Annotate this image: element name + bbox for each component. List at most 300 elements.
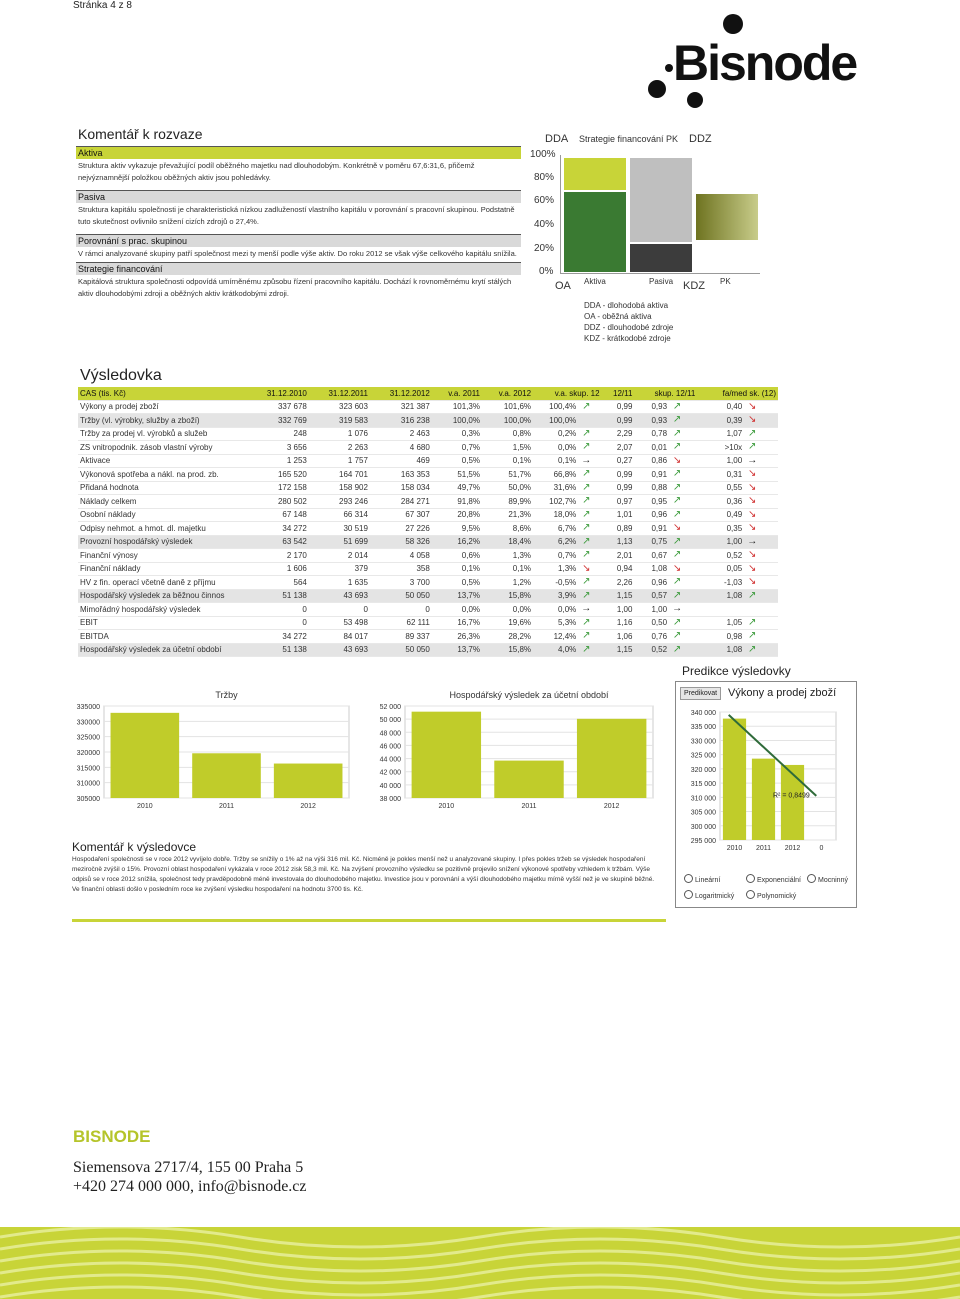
table-cell: 2 014 [309,549,370,563]
pasiva-ddz-bar [630,158,692,242]
table-cell: 27 226 [370,522,432,536]
table-cell: 0,91 [634,522,669,536]
table-cell: 3 700 [370,576,432,590]
table-cell: -0,5% [533,576,578,590]
table-cell: 0,89 [602,522,635,536]
table-cell [578,481,601,495]
table-cell: 49,7% [432,481,482,495]
table-cell: Provozní hospodářský výsledek [78,535,247,549]
table-cell: 1,07 [697,427,744,441]
table-cell: 0,96 [634,508,669,522]
table-cell [578,630,601,644]
table-cell: 1,15 [602,643,635,657]
table-cell: 5,3% [533,616,578,630]
y-tick-label: 48 000 [379,730,401,738]
table-cell: 564 [247,576,309,590]
table-cell [744,589,778,603]
table-cell: 0,27 [602,454,635,468]
table-cell [744,562,778,576]
trend-arrow-icon: ↗ [672,427,682,439]
table-cell: 16,7% [432,616,482,630]
table-cell: 0,0% [533,603,578,617]
y-tick-label: 320000 [76,750,100,757]
section-heading-strategy: Strategie financování [76,262,521,275]
table-cell [669,630,697,644]
table-cell [744,427,778,441]
table-cell: 0,05 [697,562,744,576]
table-cell [578,589,601,603]
y-tick-label: 305 000 [690,809,716,817]
prediction-title: Predikce výsledovky [682,664,791,678]
section-heading-aktiva: Aktiva [76,146,521,159]
option-log[interactable]: Logaritmický [684,890,734,900]
table-cell: 84 017 [309,630,370,644]
table-row [78,603,778,617]
table-header: v.a. skup. 12 [533,387,602,400]
table-cell: 0,76 [634,630,669,644]
table-cell: HV z fin. operací včetně daně z příjmu [78,576,247,590]
trend-arrow-icon: ↗ [582,468,591,480]
table-cell: 469 [370,454,432,468]
y-tick: 20% [534,243,555,254]
trend-arrow-icon: ↗ [672,549,682,561]
footer-address [73,1158,307,1196]
footer-pattern [0,1227,960,1299]
table-cell: 0,40 [697,400,744,414]
table-cell: 0,52 [634,643,669,657]
balance-comment [76,126,521,306]
y-tick-label: 295 000 [690,838,716,845]
trend-arrow-icon: → [672,603,683,615]
table-cell [744,549,778,563]
table-cell: 0,3% [432,427,482,441]
table-cell: 316 238 [370,414,432,428]
option-linear[interactable]: Lineární [684,874,720,884]
ddz-label: DDZ [689,133,712,145]
table-cell: 379 [309,562,370,576]
table-cell [578,643,601,657]
table-cell: 51 699 [309,535,370,549]
table-cell [697,603,744,617]
trend-arrow-icon: ↗ [672,643,682,655]
table-cell: 323 603 [309,400,370,414]
x-label-aktiva: Aktiva [584,277,606,286]
table-cell: 1,08 [634,562,669,576]
section-text-aktiva: Struktura aktiv vykazuje převažující podíl oběžného majetku nad dlouhodobým. Konkrétně v poměru 67,6:31,6, přičemž nejvýznamnější položkou oběžných aktiv jsou pohledávky. [78,161,475,182]
table-cell [744,508,778,522]
table-cell: 43 693 [309,643,370,657]
table-cell: 280 502 [247,495,309,509]
table-cell [744,630,778,644]
table-row [78,495,778,509]
table-cell: 58 326 [370,535,432,549]
table-cell: Náklady celkem [78,495,247,509]
table-cell: 1,00 [697,535,744,549]
table-cell: 0,99 [602,481,635,495]
table-cell: 0,1% [533,454,578,468]
trend-arrow-icon: ↗ [747,427,757,439]
option-power[interactable]: Mocninný [807,874,848,884]
trend-arrow-icon: ↘ [672,562,682,574]
trend-arrow-icon: ↗ [672,441,682,453]
table-cell: 0,5% [432,576,482,590]
table-cell: 1,01 [602,508,635,522]
y-tick: 60% [534,195,555,206]
trend-arrow-icon: → [581,454,592,466]
table-cell [669,643,697,657]
trend-arrow-icon: ↗ [672,535,682,547]
table-cell: 165 520 [247,468,309,482]
table-row [78,616,778,630]
table-cell: 21,3% [482,508,533,522]
table-cell: 0,94 [602,562,635,576]
revenue-chart [72,688,352,813]
table-row [78,576,778,590]
table-cell: 100,0% [533,414,578,428]
table-cell: 1 635 [309,576,370,590]
table-cell: 2,01 [602,549,635,563]
table-cell: 51 138 [247,589,309,603]
table-row [78,414,778,428]
y-tick-label: 300 000 [690,823,716,831]
table-cell [669,481,697,495]
trend-arrow-icon: ↗ [672,630,682,642]
trend-arrow-icon: ↘ [747,495,757,507]
table-cell: 1,3% [482,549,533,563]
trend-arrow-icon: ↘ [747,562,757,574]
table-cell: EBITDA [78,630,247,644]
table-cell: 0,98 [697,630,744,644]
table-cell: >10x [697,441,744,455]
y-tick-label: 335 000 [690,724,716,732]
table-cell [669,603,697,617]
table-cell: 50,0% [482,481,533,495]
table-cell: 158 034 [370,481,432,495]
table-cell [744,481,778,495]
footer-brand: BISNODE [73,1127,151,1146]
table-cell [744,616,778,630]
table-cell: 53 498 [309,616,370,630]
table-cell: 0,7% [533,549,578,563]
table-cell: 66 314 [309,508,370,522]
table-cell: Finanční náklady [78,562,247,576]
bar [412,712,481,798]
table-cell: 1 757 [309,454,370,468]
table-cell: 16,2% [432,535,482,549]
table-header: skup. 12/11 [634,387,697,400]
table-cell: 0,93 [634,414,669,428]
strategy-title: Strategie financování PK [579,134,679,144]
legend-ddz: DDZ - dlouhodobé zdroje [584,323,674,332]
table-cell: Hospodářský výsledek za běžnou činnos [78,589,247,603]
trend-arrow-icon: ↗ [672,400,682,412]
pl-comment-title: Komentář k výsledovce [72,840,197,854]
table-cell: Přidaná hodnota [78,481,247,495]
table-cell: 0,01 [634,441,669,455]
balance-comment-title: Komentář k rozvaze [78,126,203,142]
financing-strategy-chart [522,130,762,350]
section-text-group: V rámci analyzované skupiny patří společnost mezi ty menší podle výše aktiv. Do roku 2012 se však výše celkového kapitálu snížila. [78,249,517,258]
table-cell [578,441,601,455]
table-row [78,508,778,522]
table-cell [669,562,697,576]
y-tick-label: 40 000 [379,782,401,790]
table-cell [744,576,778,590]
table-cell: 102,7% [533,495,578,509]
table-cell [744,535,778,549]
y-tick: 40% [534,219,555,230]
trend-arrow-icon: ↘ [747,522,757,534]
table-header: 31.12.2010 [247,387,309,400]
table-cell: 1,00 [602,603,635,617]
table-cell: 20,8% [432,508,482,522]
table-cell: 0,91 [634,468,669,482]
table-cell: 4,0% [533,643,578,657]
x-label-pk: PK [720,277,731,286]
table-cell [669,589,697,603]
trend-arrow-icon: ↗ [672,468,682,480]
table-cell: 13,7% [432,589,482,603]
bar [111,713,180,798]
table-cell [669,522,697,536]
table-cell: 0 [370,603,432,617]
table-cell: 0,31 [697,468,744,482]
table-cell: 4 058 [370,549,432,563]
table-cell: 89,9% [482,495,533,509]
table-cell [578,508,601,522]
table-cell: 1 076 [309,427,370,441]
table-cell: 6,2% [533,535,578,549]
y-tick-label: 305000 [76,796,100,803]
r-squared-label: R² = 0,8499 [773,792,810,800]
y-tick-label: 42 000 [379,769,401,777]
trend-arrow-icon: ↗ [582,427,591,439]
table-cell: 0,8% [482,427,533,441]
trend-arrow-icon: → [581,603,592,615]
table-cell: 0,39 [697,414,744,428]
table-cell: 0,6% [432,549,482,563]
x-tick-label: 2011 [218,803,235,810]
table-cell: 0,88 [634,481,669,495]
table-cell [669,616,697,630]
trend-arrow-icon: ↗ [582,441,591,453]
section-text-pasiva: Struktura kapitálu společnosti je charakteristická nízkou zadlužeností vlastního kapitálu v porovnání s pracovní skupinou. Podstatně tuto skutečnost ovlivnilo snížení cizích zdrojů o 27,4%. [78,205,515,226]
table-cell: 1,5% [482,441,533,455]
trend-arrow-icon: ↘ [747,481,757,493]
chart-title: Tržby [215,690,238,700]
x-tick-label: 2011 [521,803,537,810]
table-cell [669,454,697,468]
trend-arrow-icon: → [747,454,758,466]
trend-arrow-icon: ↗ [582,549,591,561]
table-cell: 67 307 [370,508,432,522]
trend-arrow-icon: ↗ [672,616,682,628]
table-cell: 1,13 [602,535,635,549]
table-cell [669,400,697,414]
table-cell: EBIT [78,616,247,630]
table-cell: 293 246 [309,495,370,509]
table-cell: Aktivace [78,454,247,468]
y-tick-label: 52 000 [379,704,401,711]
table-cell: 321 387 [370,400,432,414]
pk-bar [696,194,758,240]
bar [723,719,746,840]
table-cell: Tržby (vl. výrobky, služby a zboží) [78,414,247,428]
table-row [78,400,778,414]
trend-arrow-icon: ↗ [582,643,591,655]
trend-arrow-icon: ↗ [672,481,682,493]
trend-arrow-icon: ↗ [672,495,682,507]
trend-arrow-icon: ↘ [672,522,682,534]
table-cell: 2,07 [602,441,635,455]
table-cell: 101,6% [482,400,533,414]
table-cell [578,549,601,563]
table-cell: 0,95 [634,495,669,509]
y-tick-label: 46 000 [379,743,401,751]
table-row [78,468,778,482]
chart-title: Hospodářský výsledek za účetní období [449,690,609,700]
legend-dda: DDA - dlohodobá aktiva [584,301,669,310]
table-cell [744,441,778,455]
table-cell: 4 680 [370,441,432,455]
table-row [78,481,778,495]
table-cell [578,522,601,536]
trend-arrow-icon: ↗ [747,630,757,642]
table-cell: 100,4% [533,400,578,414]
table-cell: 0,57 [634,589,669,603]
trend-arrow-icon: ↗ [582,616,591,628]
table-cell: 0,96 [634,576,669,590]
trend-arrow-icon: ↗ [747,589,757,601]
x-tick-label: 2010 [726,845,743,852]
table-cell: 358 [370,562,432,576]
table-cell: ZS vnitropodnik. zásob vlastní výroby [78,441,247,455]
table-row [78,522,778,536]
option-exponential[interactable]: Exponenciální [746,874,801,884]
table-cell [578,603,601,617]
table-cell [578,454,601,468]
table-row [78,630,778,644]
table-cell: 50 050 [370,643,432,657]
table-cell: 0,52 [697,549,744,563]
footer-contact-line: +420 274 000 000, info@bisnode.cz [73,1178,307,1195]
y-tick-label: 340 000 [690,710,716,717]
y-tick-label: 50 000 [379,717,401,725]
table-cell: 1,15 [602,589,635,603]
table-cell [578,576,601,590]
table-cell: 0,99 [602,414,635,428]
table-cell: 15,8% [482,643,533,657]
table-cell: 163 353 [370,468,432,482]
table-cell: 9,5% [432,522,482,536]
table-cell: 1 606 [247,562,309,576]
table-cell: 12,4% [533,630,578,644]
bar [577,719,646,798]
predict-button[interactable]: Predikovat [680,687,721,700]
table-cell: 1,2% [482,576,533,590]
bar [192,753,261,798]
table-cell: 2 463 [370,427,432,441]
prediction-chart [676,704,856,864]
table-header: CAS (tis. Kč) [78,387,247,400]
trend-arrow-icon: ↗ [672,576,682,588]
table-cell: 91,8% [432,495,482,509]
trend-arrow-icon: ↗ [582,400,591,412]
section-text-strategy: Kapitálová struktura společnosti odpovídá umírněnému způsobu řízení pracovního kapitálu. Dochází k rovnoměrnému krytí stálých aktiv dlouhodobými zdroji a oběžných aktiv krátkodobými zdroji. [78,277,512,298]
table-cell [578,400,601,414]
y-tick-label: 315 000 [690,781,716,789]
table-cell [669,549,697,563]
divider [72,919,666,922]
table-row [78,427,778,441]
table-cell: 34 272 [247,630,309,644]
table-cell [669,508,697,522]
table-cell: 51 138 [247,643,309,657]
table-cell: 0,99 [602,400,635,414]
table-cell [578,468,601,482]
table-cell: 1,00 [634,603,669,617]
table-cell: 2,26 [602,576,635,590]
table-cell: Osobní náklady [78,508,247,522]
table-row [78,441,778,455]
profit-chart [372,688,657,813]
dda-label: DDA [545,133,569,145]
table-row [78,454,778,468]
oa-label: OA [555,280,571,292]
bar [274,764,343,798]
table-header: fa/med sk. (12) [697,387,778,400]
y-tick-label: 320 000 [690,766,716,774]
table-cell: 319 583 [309,414,370,428]
table-cell: Výkony a prodej zboží [78,400,247,414]
table-cell: 101,3% [432,400,482,414]
table-cell: 1,05 [697,616,744,630]
table-row [78,643,778,657]
table-cell: 8,6% [482,522,533,536]
table-cell: 0,35 [697,522,744,536]
table-cell [669,427,697,441]
x-label-pasiva: Pasiva [649,277,674,286]
table-cell: 1,08 [697,643,744,657]
table-cell: 18,4% [482,535,533,549]
trend-arrow-icon: ↗ [582,508,591,520]
table-cell: 34 272 [247,522,309,536]
table-cell [578,495,601,509]
table-cell: 51,5% [432,468,482,482]
table-header: v.a. 2011 [432,387,482,400]
y-tick-label: 335000 [76,704,100,711]
trend-arrow-icon: ↗ [672,508,682,520]
table-cell: 13,7% [432,643,482,657]
table-cell: 3,9% [533,589,578,603]
table-cell: 0,5% [432,454,482,468]
table-cell: 0,1% [482,562,533,576]
pasiva-kdz-bar [630,244,692,272]
page-number: Stránka 4 z 8 [73,0,132,11]
section-heading-pasiva: Pasiva [76,190,521,203]
kdz-label: KDZ [683,280,705,292]
trend-arrow-icon: ↗ [747,441,757,453]
table-cell: 284 271 [370,495,432,509]
option-polynomial[interactable]: Polynomický [746,890,796,900]
table-cell: 18,0% [533,508,578,522]
prediction-chart-title: Výkony a prodej zboží [728,687,837,699]
x-tick-label: 2010 [137,803,153,810]
table-cell [578,535,601,549]
y-tick: 80% [534,172,555,183]
trend-arrow-icon: ↘ [747,414,757,426]
table-cell: 100,0% [482,414,533,428]
